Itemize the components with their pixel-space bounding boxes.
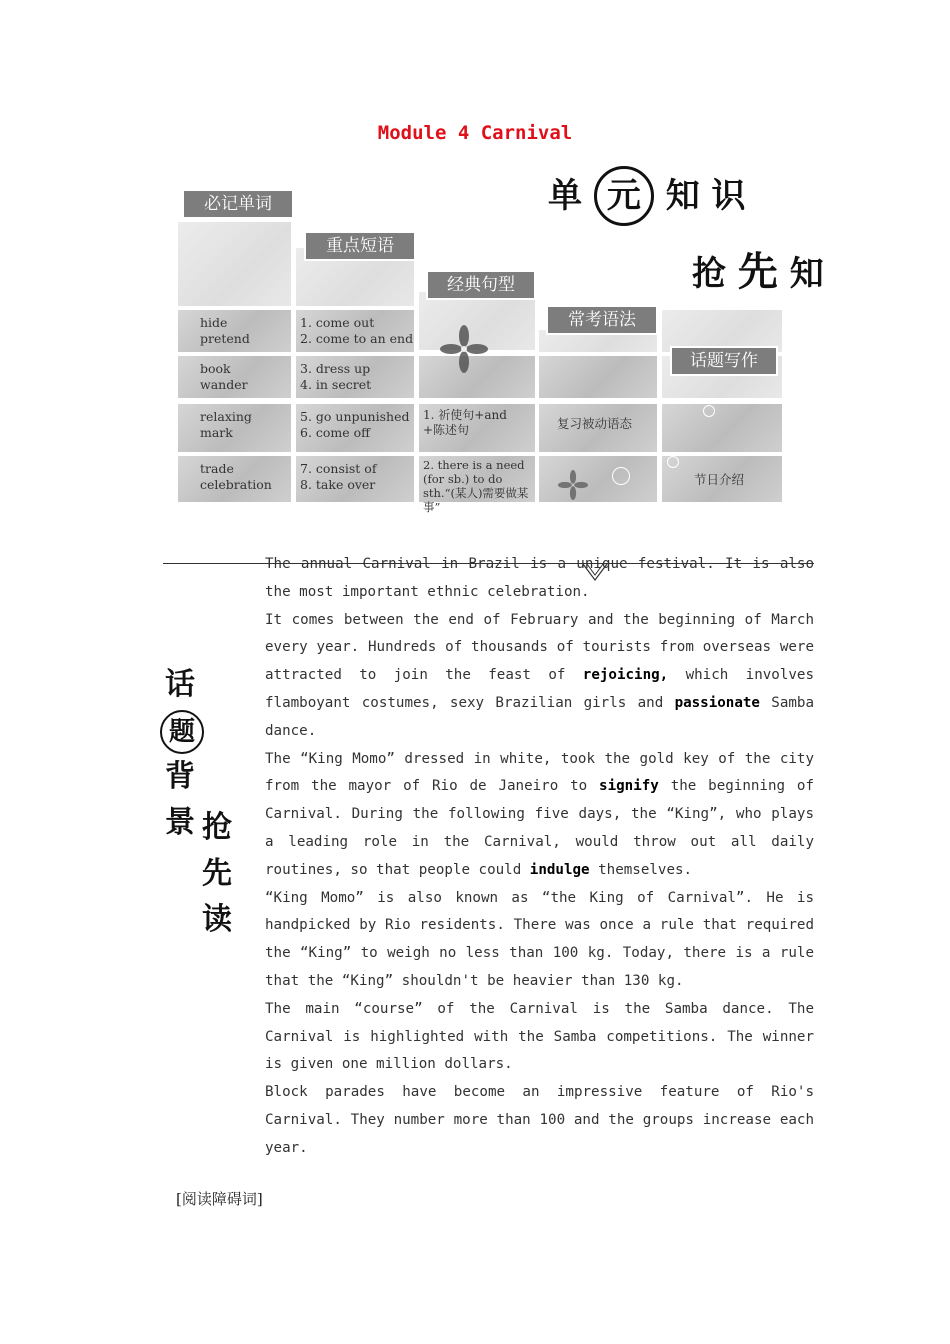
paragraph: “King Momo” is also known as “the King of Carnival”. He is handpicked by Rio residents. There was once a rule that required the “King” to weigh no less than 100 kg. Today, there is a rule that the “King” shouldn't be heavier than 130 kg. xyxy=(265,889,814,989)
preview-heading: 抢 先 知 xyxy=(692,249,824,295)
flower-icon xyxy=(440,325,488,373)
bubble-icon xyxy=(612,467,630,485)
topic-background-heading: 话 题 背 景 xyxy=(160,662,200,846)
paragraph: The “King Momo” dressed in white, took the gold key of the city from the mayor of Rio de Janeiro to signify the beginning of Carnival. During the following five days, the “King”, who plays a leading role in the Carnival, would throw out all daily routines, so that people could indulge themselves. xyxy=(265,750,815,878)
flower-icon xyxy=(558,470,588,500)
paragraph: The main “course” of the Carnival is the Samba dance. The Carnival is highlighted with the Samba competitions. The winner is given one million dollars. xyxy=(265,1000,814,1073)
sentence-cell: 1. 祈使句+and +陈述句 xyxy=(419,404,535,452)
tag-writing: 话题写作 xyxy=(670,346,778,376)
writing-cell: 节日介绍 xyxy=(662,456,782,502)
key-word: passionate xyxy=(674,694,760,711)
bubble-icon xyxy=(667,456,679,468)
word-cell: hide pretend xyxy=(178,310,291,352)
paragraph: The annual Carnival in Brazil is a unique festival. It is also the most important ethnic celebration. xyxy=(265,556,814,600)
phrase-cell: 7. consist of 8. take over xyxy=(296,456,414,502)
preview-reading-heading: 抢 先 读 xyxy=(202,810,232,937)
unit-overview-banner xyxy=(176,180,796,514)
heading-circle: 题 xyxy=(160,710,204,754)
bubble-icon xyxy=(703,405,715,417)
unit-knowledge-heading: 单 元 知 识 xyxy=(548,166,746,226)
tag-phrases: 重点短语 xyxy=(304,231,416,261)
phrase-cell: 1. come out 2. come to an end xyxy=(296,310,414,352)
reading-obstacle-words-label: [阅读障碍词] xyxy=(176,1190,263,1208)
paragraph: It comes between the end of February and the beginning of March every year. Hundreds of thousands of tourists from overseas were attracted to join the feast of rejoicing, which involves flamboyant costumes, sexy Brazilian girls and passionate Samba dance. xyxy=(265,611,815,739)
grammar-cell: 复习被动语态 xyxy=(539,404,657,452)
sentence-cell: 2. there is a need (for sb.) to do sth.“(某人)需要做某事” xyxy=(419,456,535,502)
phrase-cell: 3. dress up 4. in secret xyxy=(296,356,414,398)
word-cell: relaxing mark xyxy=(178,404,291,452)
key-word: rejoicing, xyxy=(582,667,669,684)
word-cell: trade celebration xyxy=(178,456,291,502)
word-cell: book wander xyxy=(178,356,291,398)
reading-passage xyxy=(265,551,814,1163)
page-title: Module 4 Carnival xyxy=(377,122,573,144)
key-word: indulge xyxy=(529,861,590,878)
heading-circle: 元 xyxy=(594,166,654,226)
tag-grammar: 常考语法 xyxy=(546,305,658,335)
tag-sentences: 经典句型 xyxy=(426,270,536,300)
key-word: signify xyxy=(599,778,659,795)
phrase-cell: 5. go unpunished 6. come off xyxy=(296,404,414,452)
tag-vocabulary: 必记单词 xyxy=(182,189,294,219)
paragraph: Block parades have become an impressive feature of Rio's Carnival. They number more than 100 and the groups increase each year. xyxy=(265,1084,814,1156)
